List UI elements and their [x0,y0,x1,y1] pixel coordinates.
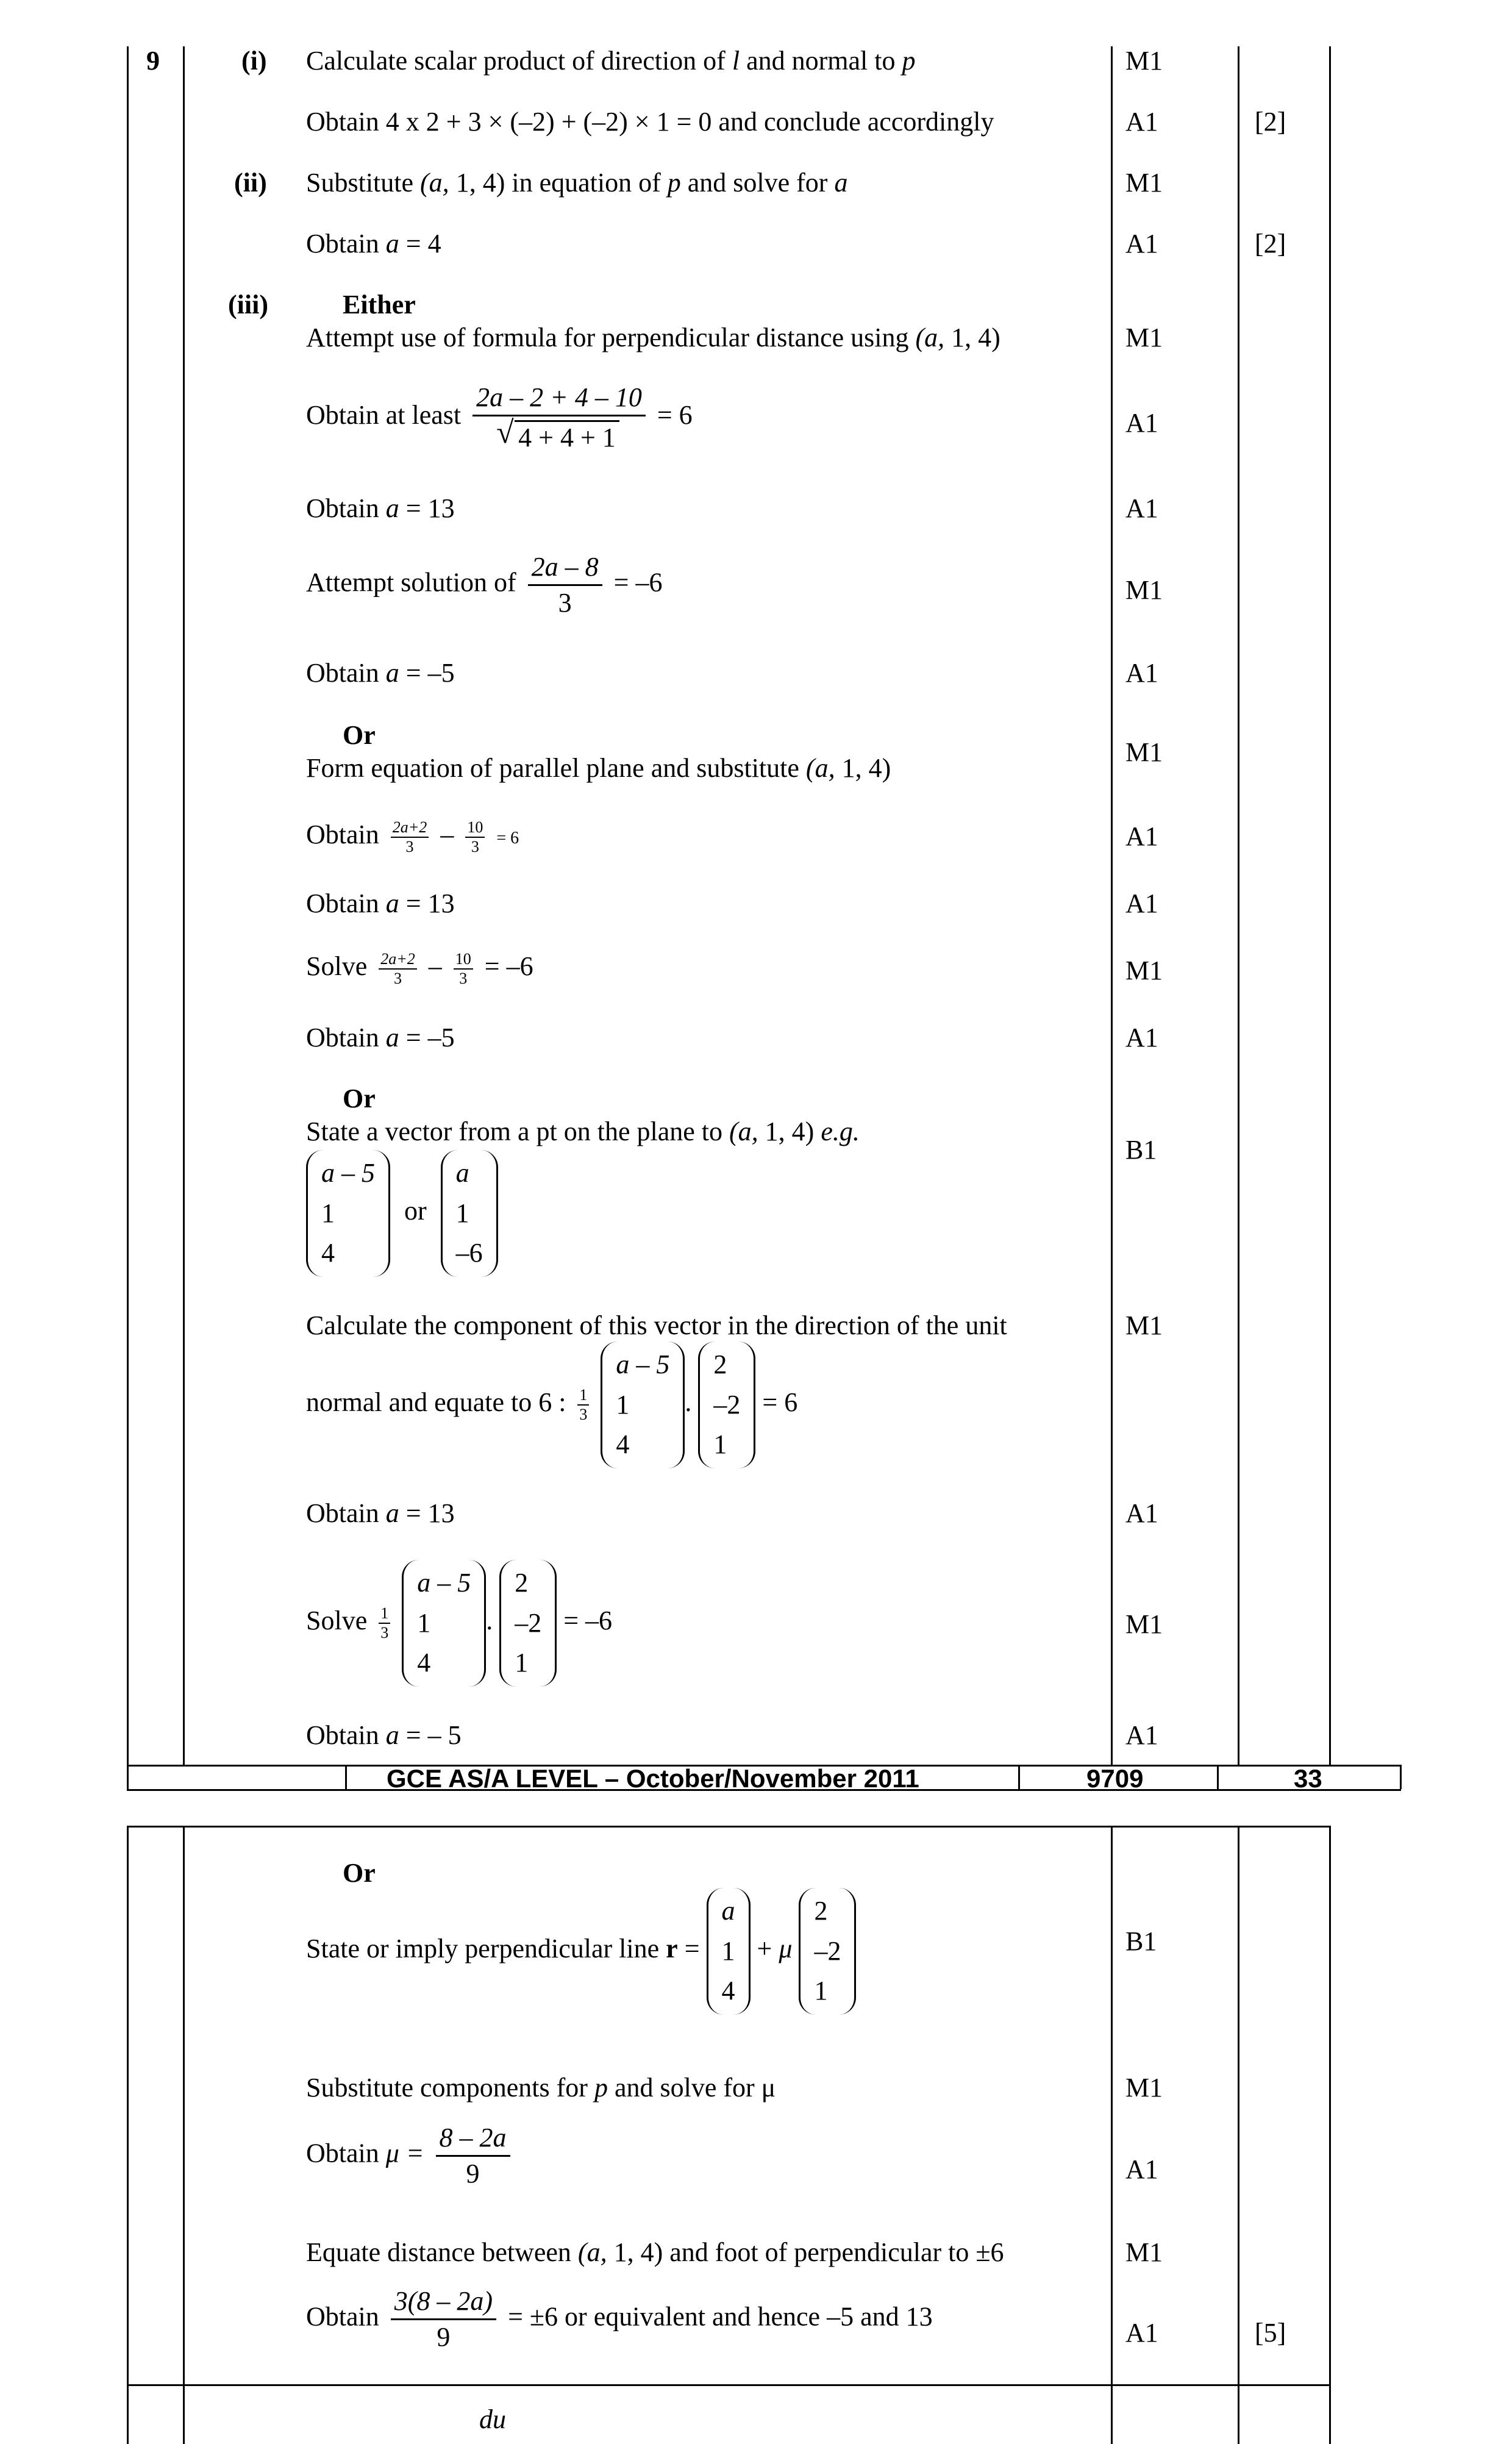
line13-equals: = –6 [484,951,533,982]
line21-mu: μ [779,1934,793,1964]
table1-col-divider-2 [1111,46,1113,1765]
line6-label: Obtain at least [306,400,462,431]
either-heading: Either [343,290,416,320]
component-vector-z: 4 [616,1429,630,1459]
solve-normal-vector-z: 1 [515,1647,529,1678]
scheme-line-10: Form equation of parallel plane and substitute (a, 1, 4) [306,753,891,783]
line3-text-b: (a, [420,168,449,198]
solve-component-vector-z: 4 [417,1647,431,1678]
vectors-or: or [404,1196,427,1226]
scheme-line-25 [306,2288,933,2351]
vector-a-y: 1 [455,1198,469,1228]
scheme-line-24: Equate distance between (a, 1, 4) and foot of perpendicular to ±6 [306,2237,1004,2267]
mark-9: A1 [1125,658,1158,688]
line21-label: State or imply perpendicular line [306,1934,660,1964]
scheme-line-6 [306,384,693,451]
vector-a-minus-5-z: 4 [321,1237,335,1268]
mark-7: A1 [1125,493,1158,523]
mark-3: M1 [1125,168,1163,198]
line21-plus: + [757,1934,772,1964]
vector-a [441,1150,498,1277]
line3-text-f: a [834,168,848,198]
solve-component-vector-x: a – 5 [417,1568,471,1598]
solve-one-third-fraction [379,1606,390,1641]
scheme-line-16: Calculate the component of this vector in the direction of the unit [306,1310,1007,1340]
mu-fraction [436,2124,510,2187]
line17-equals: = 6 [762,1387,798,1418]
point-vector-y: 1 [721,1935,735,1966]
line25-tail: = ±6 or equivalent and hence –5 and 13 [508,2301,933,2332]
solve-component-vector-y: 1 [417,1607,431,1638]
line21-equals: = [684,1934,700,1964]
mark-23: M1 [1125,2237,1163,2267]
table2-col-divider-1 [183,1826,185,2444]
line8-equals: = –6 [613,567,663,598]
mark-2: A1 [1125,107,1158,137]
footer-divider-3 [1217,1765,1219,1789]
scheme-line-5: Attempt use of formula for perpendicular distance using (a, 1, 4) [306,323,1000,352]
scheme-line-1: Calculate scalar product of direction of l and normal to p [306,46,916,76]
line13-fraction-1 [379,951,417,987]
scheme-line-13 [306,951,533,987]
solution-fraction-denominator: 3 [558,588,572,618]
line13-minus: – [428,951,442,982]
footer-divider-2 [1018,1765,1020,1789]
mark-12: A1 [1125,888,1158,918]
line11-fraction-2-den: 3 [471,838,479,856]
point-vector [707,1888,751,2015]
scheme-line-20: Obtain a = – 5 [306,1720,462,1750]
line8-label: Attempt solution of [306,567,516,598]
footer-divider-1 [345,1765,347,1789]
distance-equation-denominator: 9 [437,2322,451,2352]
scheme-line-23 [306,2124,515,2187]
normal-vector-x: 2 [713,1349,727,1380]
mark-21: M1 [1125,2073,1163,2103]
table1-left-border [127,46,129,1765]
mark-22: A1 [1125,2154,1158,2184]
part-label-i: (i) [241,46,267,76]
one-third-fraction [577,1387,589,1423]
line3-text-c: 1, 4) in equation of [449,168,668,198]
scheme-line-2: Obtain 4 x 2 + 3 × (–2) + (–2) × 1 = 0 and conclude accordingly [306,107,994,137]
example-vectors [306,1150,498,1277]
component-vector-x: a – 5 [616,1349,670,1380]
one-third-num: 1 [577,1387,589,1406]
scheme-line-17: normal and equate to 6 : $\frac{1}{3}$ a – 5 1 4 . 2 –2 1 = 6 [306,1342,797,1468]
vector-a-z: –6 [455,1237,483,1268]
solution-fraction [528,554,602,616]
solution-fraction-numerator: 2a – 8 [528,554,602,586]
line13-fraction-2-den: 3 [459,970,468,987]
table2-row-divider [127,2384,1331,2386]
or-heading-2: Or [343,1084,376,1113]
table1-col-divider-1 [183,46,185,1765]
mu-fraction-numerator: 8 – 2a [436,2124,510,2157]
table2-right-border [1329,1826,1331,2444]
line13-fraction-2 [454,951,473,987]
solve-one-third-den: 3 [380,1624,389,1642]
line11-fraction-2 [465,820,485,855]
scheme-line-8 [306,554,662,616]
line11-label: Obtain [306,820,379,850]
solve-component-vector [402,1560,486,1687]
point-vector-z: 4 [721,1975,735,2006]
solve-normal-vector [499,1560,557,1687]
solve-one-third-num: 1 [379,1606,390,1624]
distance-fraction [472,384,646,451]
scheme-line-9: Obtain a = –5 [306,658,455,688]
table1-right-border [1329,46,1331,1765]
line19-label: Solve [306,1606,368,1636]
line3-text-a: Substitute [306,168,421,198]
scheme-line-7: Obtain a = 13 [306,493,455,523]
mark-16: M1 [1125,1310,1163,1340]
line21-r: r [666,1934,678,1964]
part-label-iii: (iii) [228,290,268,320]
mark-24: A1 [1125,2318,1158,2348]
mark-14: A1 [1125,1023,1158,1052]
table2-col-divider-2 [1111,1826,1113,2444]
distance-fraction-numerator: 2a – 2 + 4 – 10 [472,384,646,416]
direction-vector-z: 1 [814,1975,828,2006]
vector-a-minus-5-x: a – 5 [321,1158,375,1188]
table2-left-border [127,1826,129,2444]
component-vector [601,1342,685,1468]
scheme-line-18: Obtain a = 13 [306,1498,455,1528]
distance-equation-fraction [391,2288,496,2351]
mark-10: M1 [1125,737,1163,767]
total-part-iii: [5] [1255,2318,1286,2348]
table2-col-divider-3 [1238,1826,1239,2444]
or-heading-1: Or [343,720,376,750]
vector-a-minus-5-y: 1 [321,1198,335,1228]
mark-11: A1 [1125,821,1158,851]
footer-exam-title: GCE AS/A LEVEL – October/November 2011 [387,1764,919,1793]
footer-right-edge [1400,1765,1402,1789]
scheme-line-3 [306,170,847,196]
line17-label: normal and equate to 6 : [306,1387,566,1418]
distance-equation-numerator: 3(8 – 2a) [391,2288,496,2320]
one-third-den: 3 [579,1406,588,1423]
line3-text-d: p [667,168,681,198]
line11-equals: = 6 [496,829,519,848]
direction-vector [799,1888,856,2015]
direction-vector-y: –2 [814,1935,841,1966]
scheme-line-15: State a vector from a pt on the plane to (a, 1, 4) e.g. [306,1117,860,1146]
mu-fraction-denominator: 9 [466,2159,480,2189]
line11-fraction-1-num: 2a+2 [391,820,429,838]
line11-fraction-1-den: 3 [405,838,414,856]
line25-label: Obtain [306,2301,379,2332]
mark-18: M1 [1125,1609,1163,1639]
direction-vector-x: 2 [814,1896,828,1926]
footer-left-edge [127,1765,129,1789]
scheme-line-21 [306,1888,856,2015]
total-part-ii: [2] [1255,229,1286,259]
line23-label: Obtain [306,2138,379,2168]
scheme-line-4: Obtain a = 4 [306,229,441,259]
line11-fraction-2-num: 10 [465,820,485,838]
mark-6: A1 [1125,408,1158,438]
solve-normal-vector-y: –2 [515,1607,542,1638]
scheme-line-14: Obtain a = –5 [306,1023,455,1052]
mark-13: M1 [1125,956,1163,985]
normal-vector-z: 1 [713,1429,727,1459]
mark-4: A1 [1125,229,1158,259]
distance-fraction-denominator: √ 4 + 4 + 1 [515,420,619,451]
line13-fraction-1-den: 3 [394,970,402,987]
question-number: 9 [146,46,160,76]
mark-8: M1 [1125,575,1163,605]
mark-20: B1 [1125,1926,1157,1956]
footer-syllabus-code: 9709 [1086,1764,1144,1793]
line11-minus: – [440,820,454,850]
mark-19: A1 [1125,1720,1158,1750]
line13-fraction-2-num: 10 [454,951,473,970]
line13-label: Solve [306,951,368,982]
scheme-line-11 [306,820,519,855]
part-label-ii: (ii) [234,168,267,198]
line11-fraction-1 [391,820,429,855]
scheme-line-22: Substitute components for p and solve for μ [306,2073,776,2103]
footer-paper-number: 33 [1294,1764,1322,1793]
scheme-line-12: Obtain a = 13 [306,888,455,918]
normal-vector [698,1342,755,1468]
mark-15: B1 [1125,1135,1157,1165]
solve-normal-vector-x: 2 [515,1568,529,1598]
table1-col-divider-3 [1238,46,1239,1765]
line13-fraction-1-num: 2a+2 [379,951,417,970]
total-part-i: [2] [1255,107,1286,137]
normal-vector-y: –2 [713,1389,741,1420]
vector-a-x: a [455,1158,469,1188]
scheme-line-19: Solve $\frac{1}{3}$ a – 5 1 4 . 2 –2 1 = –6 [306,1560,612,1687]
mark-17: A1 [1125,1498,1158,1528]
scheme-line-26-partial: du [479,2404,506,2434]
vector-a-minus-5 [306,1150,390,1277]
line23-mu: μ = [385,2138,424,2168]
mark-5: M1 [1125,323,1163,352]
line6-equals: = 6 [657,400,693,431]
point-vector-x: a [721,1896,735,1926]
or-heading-3: Or [343,1858,376,1888]
line3-text-e: and solve for [680,168,835,198]
table2-top-border [127,1826,1331,1828]
mark-1: M1 [1125,46,1163,76]
line19-equals: = –6 [563,1606,613,1636]
component-vector-y: 1 [616,1389,630,1420]
